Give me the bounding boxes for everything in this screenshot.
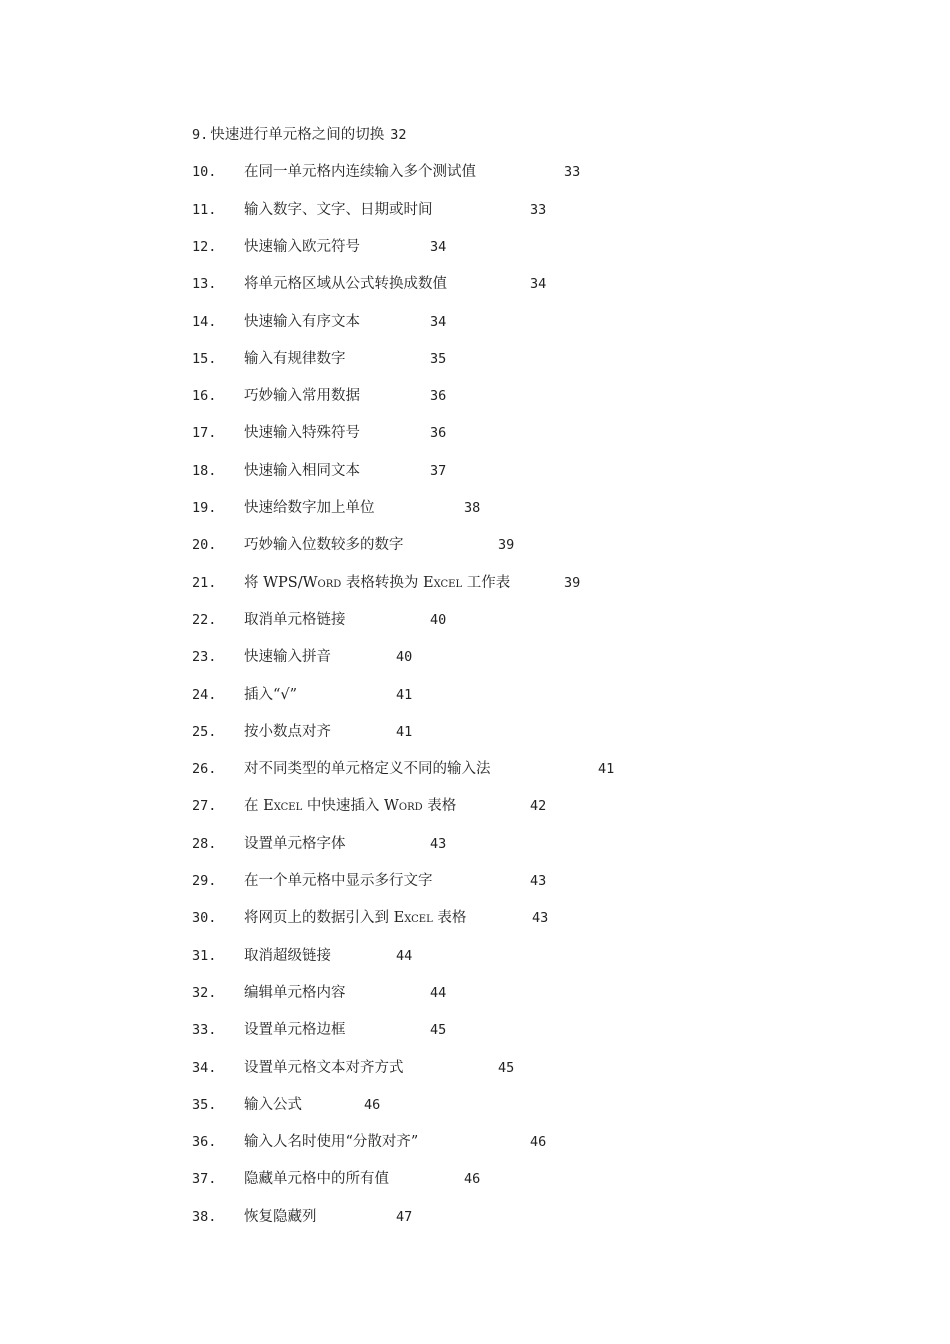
toc-entry-title: 巧妙输入位数较多的数字: [244, 537, 404, 554]
toc-entry-number: 27.: [192, 798, 217, 815]
toc-entry[interactable]: [192, 869, 547, 893]
toc-entry-number: 32.: [192, 984, 217, 1001]
toc-entry-page: 46: [464, 1171, 481, 1188]
toc-entry-number: 26.: [192, 761, 217, 778]
toc-entry[interactable]: [192, 608, 447, 632]
toc-entry-title: 在一个单元格中显示多行文字: [244, 873, 433, 889]
toc-entry-title: 快速输入相同文本: [244, 462, 360, 479]
toc-entry-page: 35: [430, 350, 447, 367]
toc-entry-page: 37: [430, 462, 447, 479]
toc-entry[interactable]: [192, 160, 581, 184]
toc-entry[interactable]: [192, 384, 447, 408]
toc-entry-page: 34: [430, 313, 447, 330]
toc-entry-title: 将单元格区域从公式转换成数值: [244, 276, 447, 293]
toc-entry[interactable]: [192, 533, 515, 557]
toc-entry-number: 37.: [192, 1171, 217, 1188]
toc-entry-page: 38: [464, 500, 481, 516]
toc-entry[interactable]: [192, 944, 413, 968]
toc-entry-title: 取消超级链接: [244, 947, 331, 964]
toc-entry-number: 11.: [192, 201, 217, 218]
toc-entry-page: 40: [430, 611, 447, 628]
toc-entry[interactable]: [192, 1130, 547, 1154]
toc-entry-title: 快速输入特殊符号: [244, 425, 360, 442]
toc-entry-page: 41: [396, 723, 413, 740]
toc-entry[interactable]: [192, 1205, 413, 1229]
toc-entry-title: 按小数点对齐: [244, 723, 331, 740]
toc-entry-number: 13.: [192, 276, 217, 293]
toc-entry-page: 39: [564, 574, 581, 591]
toc-entry-number: 34.: [192, 1059, 217, 1076]
toc-entry-title: 在同一单元格内连续输入多个测试值: [244, 164, 476, 181]
toc-entry-title: 编辑单元格内容: [244, 984, 346, 1001]
toc-entry-page: 45: [430, 1022, 447, 1039]
toc-entry-title: 快速输入有序文本: [244, 313, 360, 330]
toc-entry-number: 9.: [192, 127, 209, 143]
toc-entry[interactable]: [192, 794, 547, 818]
toc-entry[interactable]: [192, 272, 547, 296]
toc-entry-number: 22.: [192, 611, 217, 628]
toc-entry-number: 14.: [192, 313, 217, 330]
toc-entry-number: 30.: [192, 910, 217, 927]
toc-entry-title: 设置单元格字体: [244, 835, 346, 852]
toc-entry[interactable]: [192, 459, 447, 483]
toc-entry-number: 15.: [192, 350, 217, 367]
toc-entry[interactable]: [192, 235, 447, 259]
toc-entry-number: 33.: [192, 1022, 217, 1039]
toc-entry-page: 33: [564, 164, 581, 181]
toc-entry-page: 36: [430, 388, 447, 405]
toc-entry-number: 31.: [192, 947, 217, 964]
toc-entry-number: 16.: [192, 388, 217, 405]
toc-entry-number: 28.: [192, 835, 217, 852]
toc-entry-number: 35.: [192, 1096, 217, 1113]
toc-entry-number: 25.: [192, 723, 217, 740]
toc-entry-page: 41: [396, 686, 413, 703]
toc-entry-page: 33: [530, 201, 547, 218]
toc-entry-title: 快速输入拼音: [244, 649, 331, 666]
toc-entry[interactable]: [192, 123, 407, 147]
toc-entry-number: 12.: [192, 238, 217, 255]
toc-entry[interactable]: [192, 1167, 481, 1191]
toc-entry-page: 40: [396, 649, 413, 666]
toc-entry[interactable]: [192, 683, 413, 707]
toc-entry-title: 取消单元格链接: [244, 611, 346, 628]
toc-entry-title: 在 EXCEL 中快速插入 WORD 表格: [244, 798, 457, 815]
toc-entry-number: 18.: [192, 462, 217, 479]
toc-entry[interactable]: [192, 645, 413, 669]
toc-entry[interactable]: [192, 757, 615, 781]
toc-entry[interactable]: [192, 571, 581, 595]
toc-entry[interactable]: [192, 832, 447, 856]
toc-entry-title: 输入有规律数字: [244, 350, 346, 367]
toc-entry[interactable]: [192, 1018, 447, 1042]
toc-entry-number: 36.: [192, 1134, 217, 1151]
toc-entry-number: 17.: [192, 425, 217, 442]
toc-entry-title: 快速输入欧元符号: [244, 238, 360, 255]
toc-entry-title: 隐藏单元格中的所有值: [244, 1171, 389, 1188]
toc-entry-page: 32: [390, 127, 407, 143]
toc-entry-page: 34: [430, 238, 447, 255]
toc-entry-page: 41: [598, 761, 615, 778]
toc-entry[interactable]: [192, 198, 547, 222]
toc-entry-page: 43: [532, 910, 549, 927]
toc-entry-title: 快速给数字加上单位: [244, 500, 375, 516]
toc-entry-number: 21.: [192, 574, 217, 591]
toc-entry-page: 44: [396, 947, 413, 964]
toc-entry[interactable]: [192, 720, 413, 744]
toc-entry-number: 24.: [192, 686, 217, 703]
toc-entry-title: 设置单元格文本对齐方式: [244, 1059, 404, 1076]
toc-entry-page: 45: [498, 1059, 515, 1076]
toc-entry-title: 巧妙输入常用数据: [244, 388, 360, 405]
toc-entry-page: 46: [530, 1134, 547, 1151]
toc-entry[interactable]: [192, 906, 549, 930]
toc-entry[interactable]: [192, 496, 481, 520]
toc-entry-title: 设置单元格边框: [244, 1022, 346, 1039]
toc-entry-title: 输入数字、文字、日期或时间: [244, 201, 433, 218]
toc-entry-title: 快速进行单元格之间的切换: [210, 127, 385, 143]
toc-entry[interactable]: [192, 1056, 515, 1080]
toc-entry-number: 19.: [192, 500, 217, 516]
toc-entry-page: 43: [530, 873, 547, 889]
toc-entry[interactable]: [192, 310, 447, 334]
toc-entry-page: 34: [530, 276, 547, 293]
toc-entry-page: 36: [430, 425, 447, 442]
toc-entry-title: 输入公式: [244, 1096, 302, 1113]
toc-entry-title: 插入“√”: [244, 686, 298, 703]
toc-entry-title: 将网页上的数据引入到 EXCEL 表格: [244, 910, 467, 927]
toc-entry-page: 42: [530, 798, 547, 815]
toc-entry-title: 对不同类型的单元格定义不同的输入法: [244, 761, 491, 778]
toc-entry-page: 39: [498, 537, 515, 554]
toc-entry[interactable]: [192, 981, 447, 1005]
toc-entry-number: 20.: [192, 537, 217, 554]
toc-entry[interactable]: [192, 1093, 381, 1117]
toc-entry-page: 47: [396, 1208, 413, 1225]
toc-entry[interactable]: [192, 347, 447, 371]
toc-entry-number: 29.: [192, 873, 217, 889]
toc-entry-page: 46: [364, 1096, 381, 1113]
toc-entry-number: 23.: [192, 649, 217, 666]
toc-entry-title: 恢复隐藏列: [244, 1208, 317, 1225]
toc-entry-number: 10.: [192, 164, 217, 181]
toc-entry[interactable]: [192, 421, 447, 445]
toc-entry-page: 44: [430, 984, 447, 1001]
toc-entry-title: 将 WPS/WORD 表格转换为 EXCEL 工作表: [244, 574, 511, 591]
toc-entry-page: 43: [430, 835, 447, 852]
toc-entry-title: 输入人名时使用“分散对齐”: [244, 1134, 419, 1151]
toc-entry-number: 38.: [192, 1208, 217, 1225]
